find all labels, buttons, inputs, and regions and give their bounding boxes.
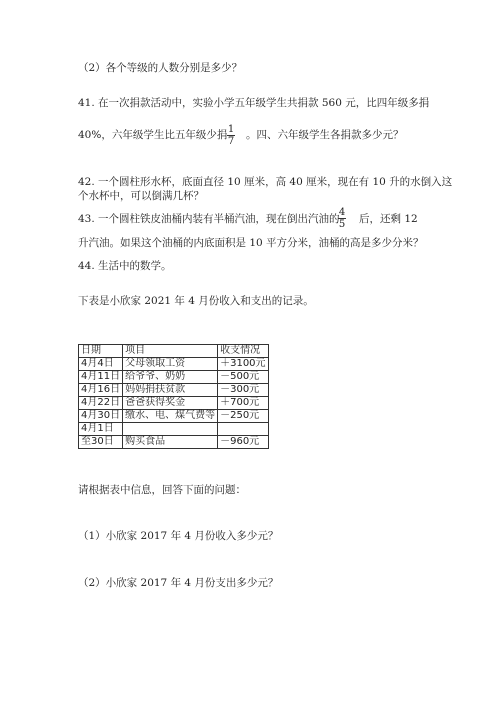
cell-amount: －250元 — [218, 410, 268, 423]
question-43-line-1a: 43. 一个圆柱铁皮油桶内装有半桶汽油，现在倒出汽油的 — [78, 213, 340, 225]
table-row — [79, 384, 269, 397]
question-43-line-2: 升汽油。如果这个油桶的内底面积是 10 平方分米，油桶的高是多少分米？ — [78, 237, 424, 249]
question-44-heading: 44. 生活中的数学。 — [78, 260, 172, 272]
cell-item: 妈妈捐扶贫款 — [123, 384, 218, 397]
cell-item — [123, 423, 218, 436]
question-43-line-1b: 后，还剩 12 — [359, 213, 418, 225]
cell-amount: ＋3100元 — [218, 358, 268, 371]
cell-amount — [218, 423, 268, 436]
question-41-line-1: 41. 在一次捐款活动中，实验小学五年级学生共捐款 560 元，比四年级多捐 — [78, 97, 430, 109]
cell-date: 4月30日 — [79, 410, 123, 423]
cell-amount: －300元 — [218, 384, 268, 397]
cell-item: 购买食品 — [123, 436, 218, 449]
table-intro-text: 下表是小欣家 2021 年 4 月份收入和支出的记录。 — [78, 295, 314, 307]
sub-question-2: （2）小欣家 2017 年 4 月份支出多少元？ — [78, 577, 279, 589]
table-header-row — [79, 345, 269, 358]
cell-date: 4月22日 — [79, 397, 123, 410]
cell-amount: ＋700元 — [218, 397, 268, 410]
cell-date: 4月4日 — [79, 358, 123, 371]
cell-date: 4月1日 — [79, 423, 123, 436]
cell-amount: －960元 — [218, 436, 268, 449]
fraction-numerator: 1 — [227, 124, 235, 135]
cell-item: 父母领取工资 — [123, 358, 218, 371]
table-row — [79, 410, 269, 423]
cell-amount: －500元 — [218, 371, 268, 384]
sub-question-1: （1）小欣家 2017 年 4 月份收入多少元？ — [78, 530, 279, 542]
instruction-text: 请根据表中信息，回答下面的问题： — [78, 484, 246, 496]
fraction-four-fifths — [335, 207, 349, 230]
table-row — [79, 436, 269, 449]
cell-date: 4月11日 — [79, 371, 123, 384]
cell-date: 至30日 — [79, 436, 123, 449]
header-date: 日期 — [79, 345, 123, 358]
table-row — [79, 371, 269, 384]
table-row — [79, 358, 269, 371]
cell-item: 爸爸获得奖金 — [123, 397, 218, 410]
fraction-numerator: 4 — [338, 207, 346, 218]
question-41-line-2a: 40%，六年级学生比五年级少捐 — [78, 129, 228, 141]
fraction-denominator: 7 — [227, 136, 235, 147]
table-row — [79, 397, 269, 410]
question-42-line-1: 42. 一个圆柱形水杯，底面直径 10 厘米，高 40 厘米，现在有 10 升的水倒入这 — [78, 176, 453, 188]
cell-item: 给爷爷、奶奶 — [123, 371, 218, 384]
income-expense-table — [78, 344, 269, 449]
cell-date: 4月16日 — [79, 384, 123, 397]
question-41-line-2b: 。四、六年级学生各捐款多少元？ — [246, 129, 404, 141]
header-amount: 收支情况 — [218, 345, 268, 358]
fraction-one-seventh — [224, 124, 238, 147]
table-row — [79, 423, 269, 436]
fraction-denominator: 5 — [338, 219, 346, 230]
question-part-2-top: （2）各个等级的人数分别是多少？ — [78, 62, 243, 74]
header-item: 项目 — [123, 345, 218, 358]
question-42-line-2: 个水杯中，可以倒满几杯？ — [78, 190, 204, 202]
cell-item: 缴水、电、煤气费等 — [123, 410, 218, 423]
